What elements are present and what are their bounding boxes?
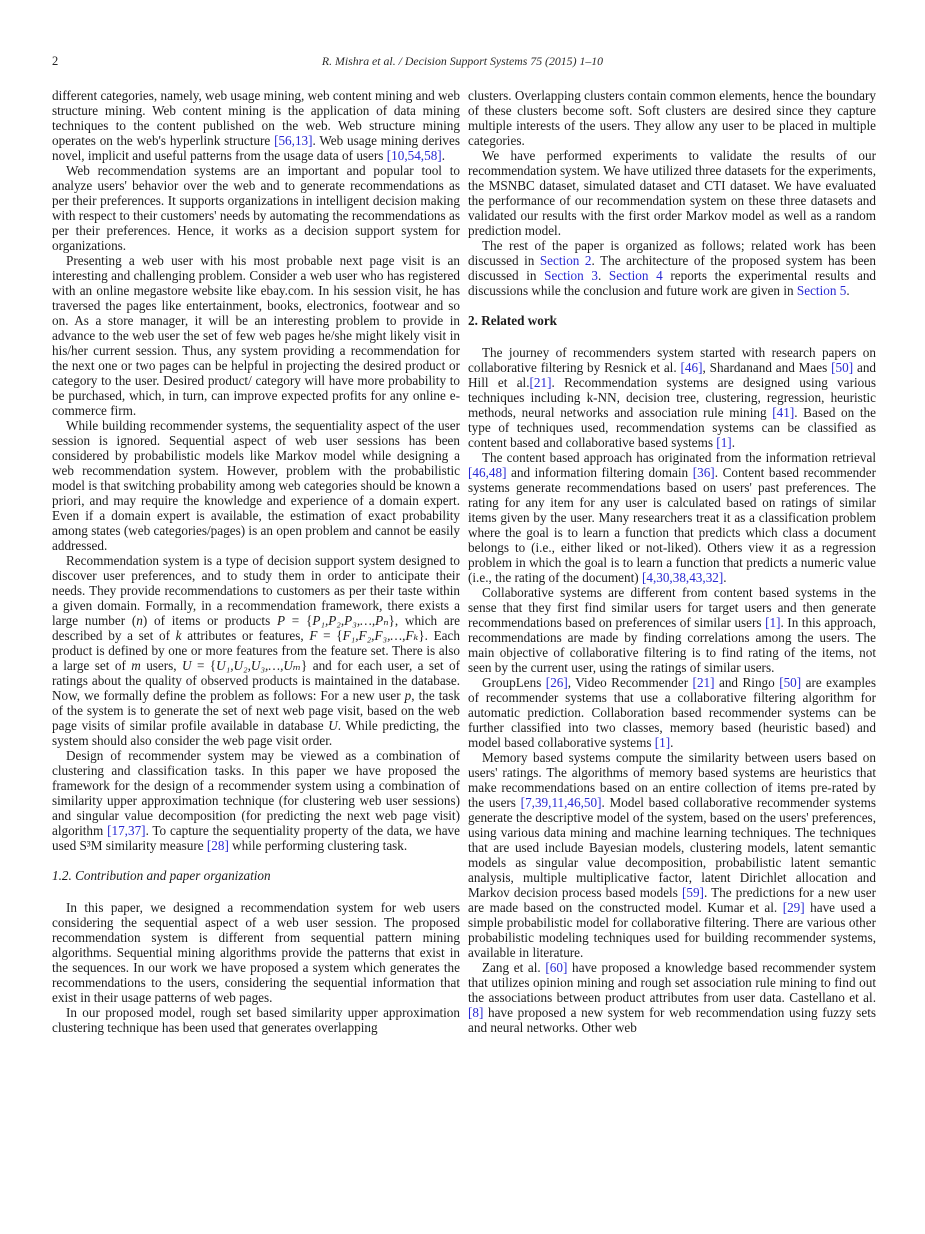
citation-link[interactable]: [41] bbox=[772, 405, 795, 420]
math-variable: m bbox=[131, 658, 141, 673]
running-head: R. Mishra et al. / Decision Support Systems 75 (2015) 1–10 bbox=[321, 54, 604, 68]
citation-link[interactable]: [21] bbox=[692, 675, 715, 690]
section-heading-related-work: 2. Related work bbox=[468, 313, 558, 328]
paragraph: Design of recommender system may be viewed as a combination of clustering and classification tasks. In this paper we have proposed the framework for the design of a recommender system using a combination of similarity upper approximation technique (for clustering web user sessions) and singular value decomposition (for predicting the next web page visit) algorithm [17,37]. To capture the sequentiality property of the data, we have used S³M similarity measure [28] while performing clustering task. bbox=[52, 748, 461, 853]
page-number: 2 bbox=[52, 54, 59, 68]
citation-link[interactable]: [21] bbox=[529, 375, 552, 390]
citation-link[interactable]: [46] bbox=[680, 360, 703, 375]
paragraph: different categories, namely, web usage mining, web content mining and web structure mining. Web content mining is the application of data mining techniques to the content published on the web. Web structure mining operates on the web's hyperlink structure [56,13]. Web usage mining derives novel, implicit and useful patterns from the usage data of users [10,54,58]. bbox=[52, 88, 461, 163]
paragraph: The rest of the paper is organized as follows; related work has been discussed in Section 2. The architecture of the proposed system has been discussed in Section 3. Section 4 reports the experimental results and discussions while the conclusion and future work are given in Section 5. bbox=[468, 238, 877, 298]
paragraph: While building recommender systems, the sequentiality aspect of the user session is ignored. Sequential aspect of web user sessions has been considered by probabilistic models like Markov model while designing a web recommendation system. However, problem with the probabilistic model is that switching probability among web categories should be known a priori, and may require the knowledge and experience of a domain expert. Even if a domain expert is available, the estimation of exact probability among states (web categories/pages) is an open problem and cannot be easily addressed. bbox=[52, 418, 460, 553]
paragraph: Zang et al. [60] have proposed a knowledge based recommender system that utilizes opinion mining and rough set association rule mining to find out the associations between product attributes from user data. Castellano et al.[8] have proposed a new system for web recommendation using fuzzy sets and neural networks. Other web bbox=[468, 960, 876, 1035]
right-column bbox=[468, 88, 876, 1035]
paragraph: In this paper, we designed a recommendation system for web users considering the sequential aspect of a web user session. The proposed recommendation system is different from sequential pattern mining algorithms. Sequential mining algorithms provide the patterns that exist in the sequences. In our work we have proposed a system which generates the recommendations to the users, considering the sequential information that exist in their usage patterns of web pages. bbox=[52, 900, 460, 1005]
section-link[interactable]: Section 4 bbox=[608, 268, 663, 283]
section-link[interactable]: Section 5 bbox=[796, 283, 847, 298]
citation-link[interactable]: [4,30,38,43,32] bbox=[641, 570, 724, 585]
math-variable: U₁,U₂,U₃,…,Uₘ bbox=[216, 658, 301, 673]
math-variable: U bbox=[328, 718, 338, 733]
paragraph: Presenting a web user with his most probable next page visit is an interesting and challenging problem. Consider a web user who has registered with an online megastore website like ebay.com. In his session visit, he has traversed the pages like entertainment, books, electronics, footwear and so on. As a store manager, it will be an interesting problem to provide in advance to the web user the set of few web pages he/she might likely visit in his/her current session. Thus, any system providing a recommendation for the next one or two pages can be helpful in projecting the desired product or category to the user. Desired product/ category will have more probability to be purchased, which, in turn, can improve expected profits for any online e-commerce firm. bbox=[52, 253, 460, 418]
citation-link[interactable]: [46,48] bbox=[468, 465, 507, 480]
paragraph: Recommendation system is a type of decision support system designed to discover user preferences, and to study them in order to anticipate their needs. They provide recommendations to customers as per their taste within a given domain. Formally, in a recommendation framework, there exists a large number (n) of items or products P = {P₁,P₂,P₃,…,Pₙ}, which are described by a set of k attributes or features, F = {F₁,F₂,F₃,…,Fₖ}. Each product is defined by one or more features from the feature set. There is also a large set of m users, U = {U₁,U₂,U₃,…,Uₘ} and for each user, a set of ratings about the quality of observed products is maintained in the database. Now, we formally define the problem as follows: For a new user p, the task of the system is to generate the set of next web page visit, based on the web page visits of similar profile available in database U. While predicting, the system should also consider the web page visit order. bbox=[52, 553, 460, 748]
section-link[interactable]: Section 3 bbox=[544, 268, 598, 283]
page-header bbox=[0, 0, 925, 80]
citation-link[interactable]: [50] bbox=[779, 675, 802, 690]
paragraph: clusters. Overlapping clusters contain common elements, hence the boundary of these clusters become soft. Soft clusters are desired since they capture multiple interests of the users. They allow any user to be placed in multiple categories. bbox=[468, 88, 876, 148]
citation-link[interactable]: [60] bbox=[545, 960, 568, 975]
math-variable: F bbox=[309, 628, 318, 643]
citation-link[interactable]: [28] bbox=[206, 838, 229, 853]
citation-link[interactable]: [1] bbox=[654, 735, 671, 750]
citation-link[interactable]: [26] bbox=[545, 675, 568, 690]
paragraph: Memory based systems compute the similarity between users based on users' ratings. The algorithms of memory based systems are heuristics that make recommendations based on an entire collection of items pre-rated by the users [7,39,11,46,50]. Model based collaborative recommender systems generate the descriptive model of the system, based on the users' preferences, using various data mining and machine learning techniques. The techniques that are used include Bayesian models, clustering models, latent semantic models as singular value decomposition, probabilistic latent semantic analysis, multiple multiplicative factor, latent Dirichlet allocation and Markov decision process based models [59]. The predictions for a new user are made based on the constructed model. Kumar et al. [29] have used a simple probabilistic model for collaborative filtering. There are various other probabilistic modeling techniques used for building recommender systems, available in literature. bbox=[468, 750, 877, 960]
paragraph: Collaborative systems are different from content based systems in the sense that they first find similar users for target users and then generate recommendations based on preferences of similar users [1]. In this approach, recommendations are made by finding correlations among the users. The main objective of collaborative filtering is to find rating of the items, not seen by the current user, using the ratings of similar users. bbox=[468, 585, 877, 675]
paragraph: GroupLens [26], Video Recommender [21] and Ringo [50] are examples of recommender systems that use a collaborative filtering algorithm for automatic prediction. Collaboration based recommender systems can be further classified into two classes, memory based (heuristic based) and model based collaborative systems [1]. bbox=[468, 675, 876, 750]
citation-link[interactable]: [36] bbox=[692, 465, 715, 480]
citation-link[interactable]: [56,13] bbox=[274, 133, 313, 148]
math-variable: k bbox=[175, 628, 182, 643]
math-variable: p bbox=[404, 688, 412, 703]
paragraph: The content based approach has originated from the information retrieval [46,48] and information filtering domain [36]. Content based recommender systems generate recommendations based on users' past preferences. The rating for any item for any user is calculated based on ratings of similar items given by the user. Many researchers treat it as a classification problem where the goal is to learn a function that predicts which class a document belongs to (i.e., either liked or not-liked). Others view it as a regression problem in which the goal is to learn a function that predicts a numeric value (i.e., the rating of the document) [4,30,38,43,32]. bbox=[468, 450, 876, 585]
math-variable: P₁,P₂,P₃,…,Pₙ bbox=[312, 613, 389, 628]
citation-link[interactable]: [1] bbox=[765, 615, 781, 630]
citation-link[interactable]: [17,37] bbox=[107, 823, 146, 838]
math-variable: U bbox=[182, 658, 192, 673]
left-column bbox=[52, 88, 460, 1035]
paragraph: We have performed experiments to validate the results of our recommendation system. We have utilized three datasets for the experiments, the MSNBC dataset, simulated dataset and CTI dataset. We have evaluated the performance of our recommendation system on these three datasets and validated our results with the first order Markov model as well as a random prediction model. bbox=[468, 148, 876, 238]
citation-link[interactable]: [59] bbox=[681, 885, 704, 900]
citation-link[interactable]: [1] bbox=[716, 435, 732, 450]
section-link[interactable]: Section 2 bbox=[539, 253, 592, 268]
subsection-heading-contribution: 1.2. Contribution and paper organization bbox=[52, 868, 271, 883]
citation-link[interactable]: [50] bbox=[831, 360, 854, 375]
citation-link[interactable]: [29] bbox=[782, 900, 805, 915]
math-variable: n bbox=[136, 613, 143, 628]
paragraph: In our proposed model, rough set based similarity upper approximation clustering technique has been used that generates overlapping bbox=[52, 1005, 460, 1035]
citation-link[interactable]: [10,54,58] bbox=[386, 148, 442, 163]
citation-link[interactable]: [8] bbox=[468, 1005, 484, 1020]
citation-link[interactable]: [7,39,11,46,50] bbox=[520, 795, 602, 810]
math-variable: P bbox=[276, 613, 286, 628]
math-variable: F₁,F₂,F₃,…,Fₖ bbox=[342, 628, 419, 643]
paragraph: Web recommendation systems are an important and popular tool to analyze users' behavior over the web and to generate recommendations as per their preferences. It supports organizations in intelligent decision making with respect to their customers' needs by automating the recommendations as per their preferences. Hence, it works as a decision support system for organizations. bbox=[52, 163, 460, 253]
paragraph: The journey of recommenders system started with research papers on collaborative filtering by Resnick et al. [46], Shardanand and Maes [50] and Hill et al.[21]. Recommendation systems are designed using various techniques including k-NN, decision tree, clustering, regression, heuristic methods, neural networks and association rule mining [41]. Based on the type of techniques used, recommendation systems can be classified as content based and collaborative based systems [1]. bbox=[468, 345, 877, 450]
